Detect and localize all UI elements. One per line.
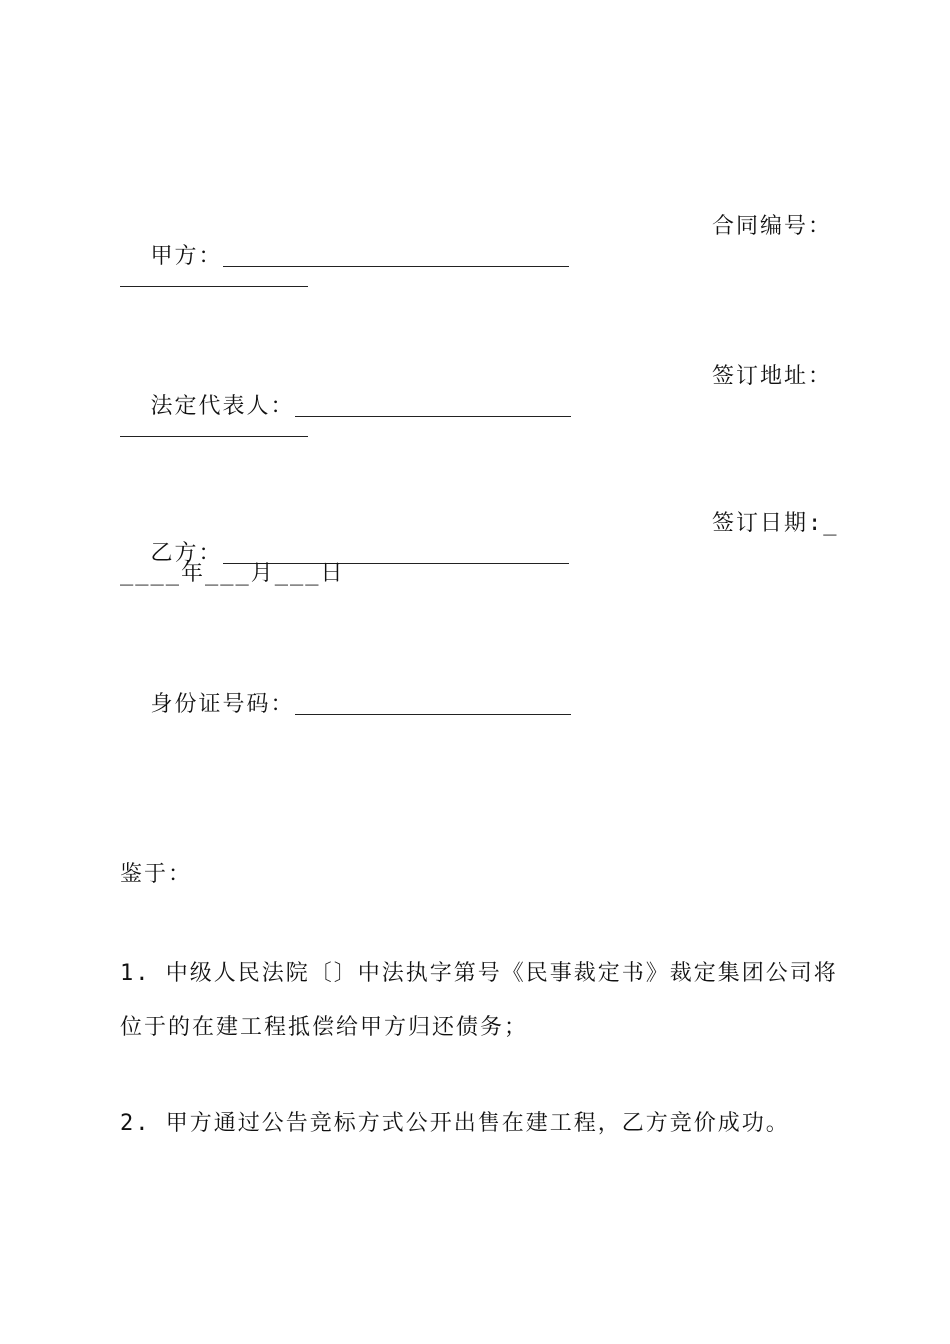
contract-no-label: 合同编号： bbox=[712, 214, 833, 239]
party-a-label: 甲方： bbox=[150, 244, 223, 269]
sign-place-label: 签订地址： bbox=[712, 364, 833, 389]
clause-1: 1. 中级人民法院〔〕中法执字第号《民事裁定书》裁定集团公司将位于的在建工程抵偿给甲方归还债务； bbox=[120, 961, 838, 1040]
legal-rep-label: 法定代表人： bbox=[150, 394, 295, 419]
whereas-heading: 鉴于： bbox=[120, 862, 193, 887]
sign-date-label: 签订日期:_ bbox=[712, 511, 839, 536]
party-a-row bbox=[120, 212, 569, 272]
party-a-field[interactable] bbox=[223, 244, 569, 267]
clause-2: 2. 甲方通过公告竞标方式公开出售在建工程，乙方竞价成功。 bbox=[120, 1111, 790, 1136]
id-no-row bbox=[120, 660, 571, 720]
id-no-label: 身份证号码： bbox=[150, 692, 295, 717]
sign-date-field[interactable]: ____年___月___日 bbox=[120, 561, 345, 586]
contract-no-field[interactable] bbox=[120, 285, 308, 287]
id-no-field[interactable] bbox=[295, 692, 571, 715]
party-b-label: 乙方： bbox=[150, 541, 223, 566]
legal-rep-row bbox=[120, 362, 571, 422]
legal-rep-field[interactable] bbox=[295, 394, 571, 417]
sign-place-field[interactable] bbox=[120, 435, 308, 437]
